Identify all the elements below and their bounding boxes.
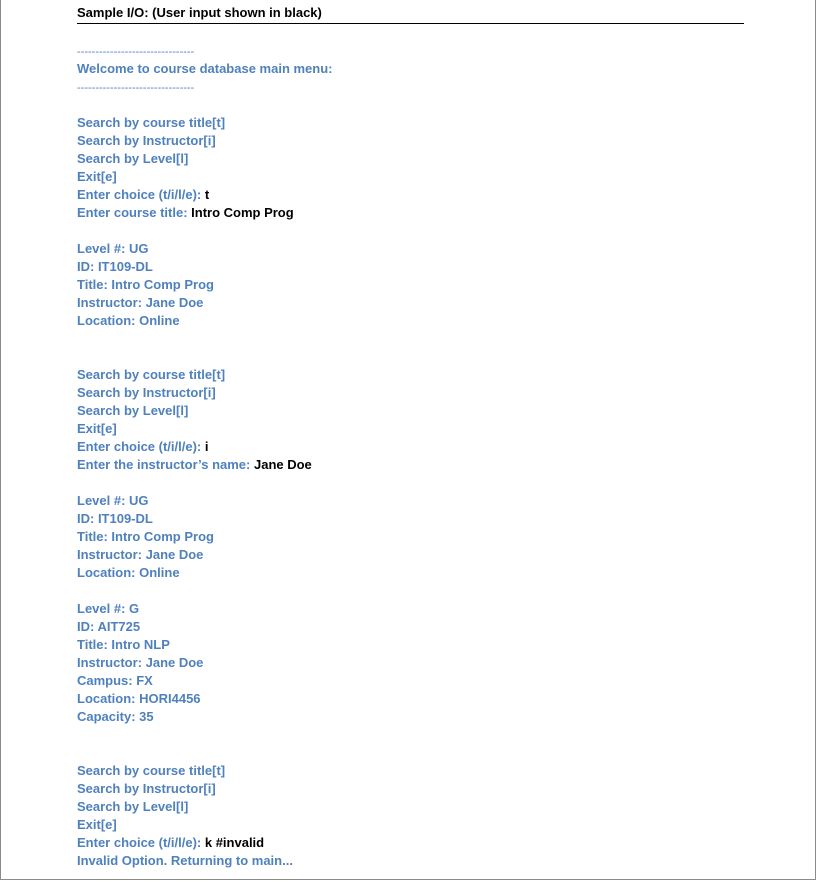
prompt-text: Instructor: Jane Doe: [77, 655, 204, 670]
prompt-text: Enter choice (t/i/l/e):: [77, 439, 205, 454]
prompt-text: Welcome to course database main menu:: [77, 61, 333, 76]
output-line: [77, 312, 777, 330]
blank-line: [77, 726, 777, 744]
prompt-text: Location: Online: [77, 313, 180, 328]
prompt-with-user-input: [77, 204, 777, 222]
output-line: [77, 672, 777, 690]
output-line: [77, 240, 777, 258]
prompt-with-user-input: [77, 438, 777, 456]
user-input-text: Jane Doe: [253, 457, 312, 472]
blank-line: [77, 348, 777, 366]
prompt-text: Capacity: 35: [77, 709, 154, 724]
output-line: [77, 492, 777, 510]
prompt-text: --------------------------------: [77, 82, 195, 94]
prompt-text: Level #: UG: [77, 493, 149, 508]
user-input-text: i: [204, 439, 209, 454]
prompt-text: Search by course title[t]: [77, 763, 226, 778]
output-line: [77, 294, 777, 312]
prompt-with-user-input: [77, 186, 777, 204]
prompt-with-user-input: [77, 456, 777, 474]
prompt-text: Enter course title:: [77, 205, 192, 220]
output-line: [77, 168, 777, 186]
prompt-text: ID: AIT725: [77, 619, 141, 634]
sample-io-transcript: [77, 42, 777, 870]
page-heading: Sample I/O: (User input shown in black): [77, 5, 744, 24]
output-line: [77, 816, 777, 834]
output-line: [77, 618, 777, 636]
prompt-text: Title: Intro NLP: [77, 637, 170, 652]
prompt-text: ID: IT109-DL: [77, 259, 153, 274]
user-input-text: k #invalid: [204, 835, 265, 850]
prompt-text: --------------------------------: [77, 46, 195, 58]
prompt-text: Search by Level[l]: [77, 799, 189, 814]
blank-line: [77, 222, 777, 240]
prompt-text: Exit[e]: [77, 421, 117, 436]
prompt-text: Exit[e]: [77, 817, 117, 832]
output-line: [77, 366, 777, 384]
output-line: [77, 420, 777, 438]
output-line: [77, 528, 777, 546]
prompt-text: Search by Level[l]: [77, 403, 189, 418]
output-line: [77, 150, 777, 168]
prompt-text: Search by course title[t]: [77, 367, 226, 382]
prompt-text: Instructor: Jane Doe: [77, 547, 204, 562]
prompt-text: Enter choice (t/i/l/e):: [77, 835, 205, 850]
prompt-text: Search by Instructor[i]: [77, 133, 216, 148]
blank-line: [77, 330, 777, 348]
prompt-text: Title: Intro Comp Prog: [77, 529, 214, 544]
output-line: [77, 132, 777, 150]
blank-line: [77, 744, 777, 762]
prompt-text: Enter choice (t/i/l/e):: [77, 187, 205, 202]
user-input-text: Intro Comp Prog: [191, 205, 294, 220]
prompt-text: Exit[e]: [77, 169, 117, 184]
output-line: [77, 636, 777, 654]
output-line: [77, 60, 777, 78]
output-line: [77, 384, 777, 402]
prompt-text: Instructor: Jane Doe: [77, 295, 204, 310]
blank-line: [77, 582, 777, 600]
output-line: [77, 600, 777, 618]
output-line: [77, 258, 777, 276]
output-line: [77, 276, 777, 294]
prompt-text: Level #: G: [77, 601, 140, 616]
blank-line: [77, 474, 777, 492]
prompt-text: ID: IT109-DL: [77, 511, 153, 526]
prompt-text: Campus: FX: [77, 673, 153, 688]
prompt-text: Enter the instructor’s name:: [77, 457, 254, 472]
output-line: [77, 690, 777, 708]
prompt-text: Search by Instructor[i]: [77, 781, 216, 796]
output-line: [77, 708, 777, 726]
prompt-text: Search by course title[t]: [77, 115, 226, 130]
output-line: [77, 654, 777, 672]
blank-line: [77, 96, 777, 114]
output-line: [77, 852, 777, 870]
output-line: [77, 762, 777, 780]
output-line: [77, 564, 777, 582]
prompt-text: Location: Online: [77, 565, 180, 580]
prompt-text: Search by Instructor[i]: [77, 385, 216, 400]
prompt-text: Search by Level[l]: [77, 151, 189, 166]
prompt-text: Level #: UG: [77, 241, 149, 256]
output-line: [77, 510, 777, 528]
output-line: [77, 114, 777, 132]
output-line: [77, 798, 777, 816]
output-line: [77, 402, 777, 420]
prompt-text: Title: Intro Comp Prog: [77, 277, 214, 292]
prompt-text: Location: HORI4456: [77, 691, 201, 706]
prompt-with-user-input: [77, 834, 777, 852]
user-input-text: t: [204, 187, 210, 202]
prompt-text: Invalid Option. Returning to main...: [77, 853, 293, 868]
output-line: [77, 78, 777, 96]
output-line: [77, 780, 777, 798]
output-line: [77, 42, 777, 60]
output-line: [77, 546, 777, 564]
